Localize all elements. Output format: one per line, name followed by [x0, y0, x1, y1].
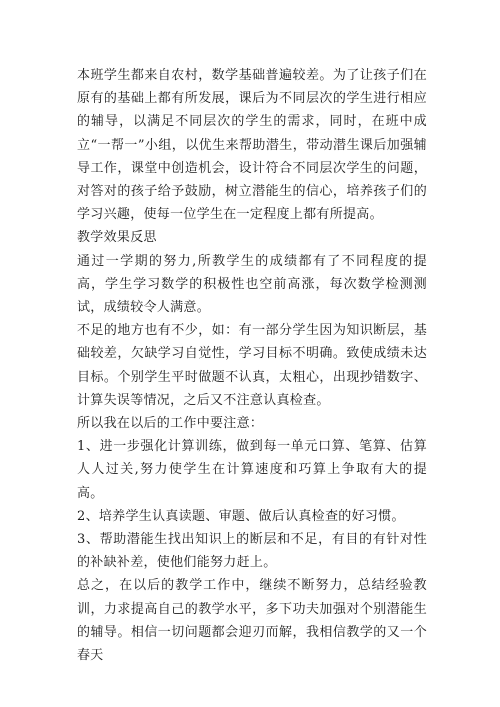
list-item-calculation-training: 1、进一步强化计算训练，做到每一单元口算、笔算、估算人人过关,努力使学生在计算速度和巧算上争取有大的提高。 [77, 439, 427, 501]
paragraph-semester-results: 通过一学期的努力,所教学生的成绩都有了不同程度的提高，学生学习数学的积极性也空前高涨，每次数学检测测试，成绩较令人满意。 [77, 253, 427, 316]
paragraph-tiered-tutoring: 本班学生都来自农村，数学基础普遍较差。为了让孩子们在原有的基础上都有所发展，课后为不同层次的学生进行相应的辅导，以满足不同层次的学生的需求，同时，在班中成立“一帮一”小组，以优生来帮助潜生，带动潜生课后加强辅导工作，课堂中创造机会，设计符合不同层次学生的问题，对答对的孩子给予鼓励，树立潜能生的信心，培养孩子们的学习兴趣，使每一位学生在一定程度上都有所提高。 [77, 68, 427, 223]
section-heading-teaching-reflection: 教学效果反思 [77, 230, 157, 246]
document-body [77, 64, 427, 667]
paragraph-future-work-intro: 所以我在以后的工作中要注意： [77, 416, 264, 432]
paragraph-conclusion: 总之，在以后的教学工作中，继续不断努力，总结经验教训，力求提高自己的教学水平，多下功夫加强对个别潜能生的辅导。相信一切问题都会迎刃而解，我相信教学的又一个春天 [77, 578, 427, 664]
list-item-reading-habits: 2、培养学生认真读题、审题、做后认真检查的好习惯。 [77, 508, 405, 524]
paragraph-shortcomings: 不足的地方也有不少，如：有一部分学生因为知识断层，基础较差，欠缺学习自觉性，学习目标不明确。致使成绩未达目标。个别学生平时做题不认真，太粗心，出现抄错数字、计算失误等情况，之后又不注意认真检查。 [77, 323, 427, 408]
list-item-remedial-help: 3、帮助潜能生找出知识上的断层和不足，有目的有针对性的补缺补差，使他们能努力赶上。 [77, 532, 427, 571]
